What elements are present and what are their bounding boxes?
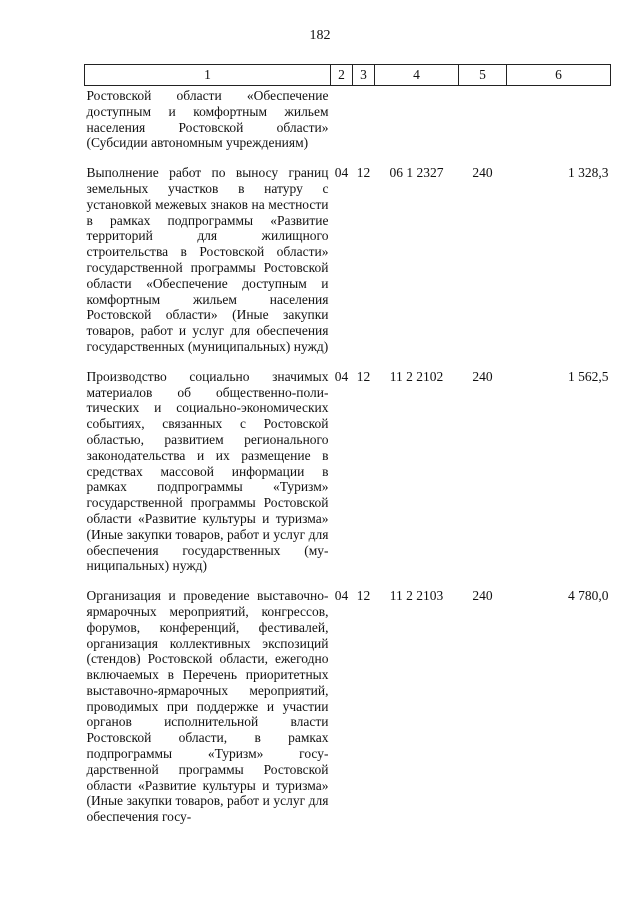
table-row	[85, 586, 611, 837]
row-subsection	[353, 86, 375, 164]
row-section	[331, 86, 353, 164]
row-description: Выполнение работ по выносу границ земельных участков в натуру с установкой межевых знаков на местности в рамках подпрограммы «Развитие территорий для жилищного строительства в Ростовской области» государственной программы Ростовской области «Обеспечение доступным и комфортным жильем населения Ростовской области» (Иные закупки товаров, работ и услуг для обеспечения государственных (муниципальных) нужд)	[86, 165, 329, 354]
column-header-3: 3	[353, 65, 375, 86]
row-section: 04	[334, 588, 349, 604]
row-description: Организация и проведение выставочно-ярмарочных мероприятий, конгрессов, форумов, конференций, фестивалей, организация коллективных экспозиций (стендов) Ростовской области, ежегодно включаемых в Перечень приоритетных выставочно-ярмарочных мероприятий, проводимых при поддержке и участии органов исполнительной власти Ростовской области, в рамках подпрограммы «Туризм» государственной программы Ростовской области «Развитие культуры и туризма» (Иные закупки товаров, работ и услуг для обеспечения госу-	[86, 588, 329, 825]
table-row	[85, 367, 611, 586]
row-target-article	[375, 86, 459, 164]
row-amount: 1 328,3	[568, 165, 609, 181]
row-target-article: 06 1 2327	[389, 165, 444, 181]
row-target-article: 11 2 2103	[389, 588, 444, 604]
table-row	[85, 86, 611, 164]
row-expense-type: 240	[472, 588, 493, 604]
column-header-5: 5	[459, 65, 507, 86]
row-section: 04	[334, 165, 349, 181]
column-header-2: 2	[331, 65, 353, 86]
row-amount	[507, 86, 611, 164]
row-expense-type: 240	[472, 368, 493, 384]
row-description: Ростовской области «Обеспечение доступным и комфортным жильем населения Ростовской области» (Субсидии автономным учреждениям)	[86, 88, 329, 151]
table-row	[85, 163, 611, 367]
row-amount: 4 780,0	[568, 588, 609, 604]
row-subsection: 12	[356, 165, 371, 181]
column-header-1: 1	[85, 65, 331, 86]
row-target-article: 11 2 2102	[389, 368, 444, 384]
budget-table	[84, 64, 611, 837]
row-subsection: 12	[356, 368, 371, 384]
row-expense-type: 240	[472, 165, 493, 181]
column-header-6: 6	[507, 65, 611, 86]
row-section: 04	[334, 368, 349, 384]
column-header-4: 4	[375, 65, 459, 86]
row-amount: 1 562,5	[568, 368, 609, 384]
row-expense-type	[459, 86, 507, 164]
table-header-row	[85, 65, 611, 86]
row-description: Производство социально значимых материалов об общественно-политических и социально-экономических событиях, связанных с Ростовской областью, развитием регионального законодательства и их размещение в средствах массовой информации в рамках подпрограммы «Туризм» государственной программы Ростовской области «Развитие культуры и туризма» (Иные закупки товаров, работ и услуг для обеспечения государственных (муниципальных) нужд)	[86, 368, 329, 574]
page-number: 182	[309, 28, 331, 43]
row-subsection: 12	[356, 588, 371, 604]
